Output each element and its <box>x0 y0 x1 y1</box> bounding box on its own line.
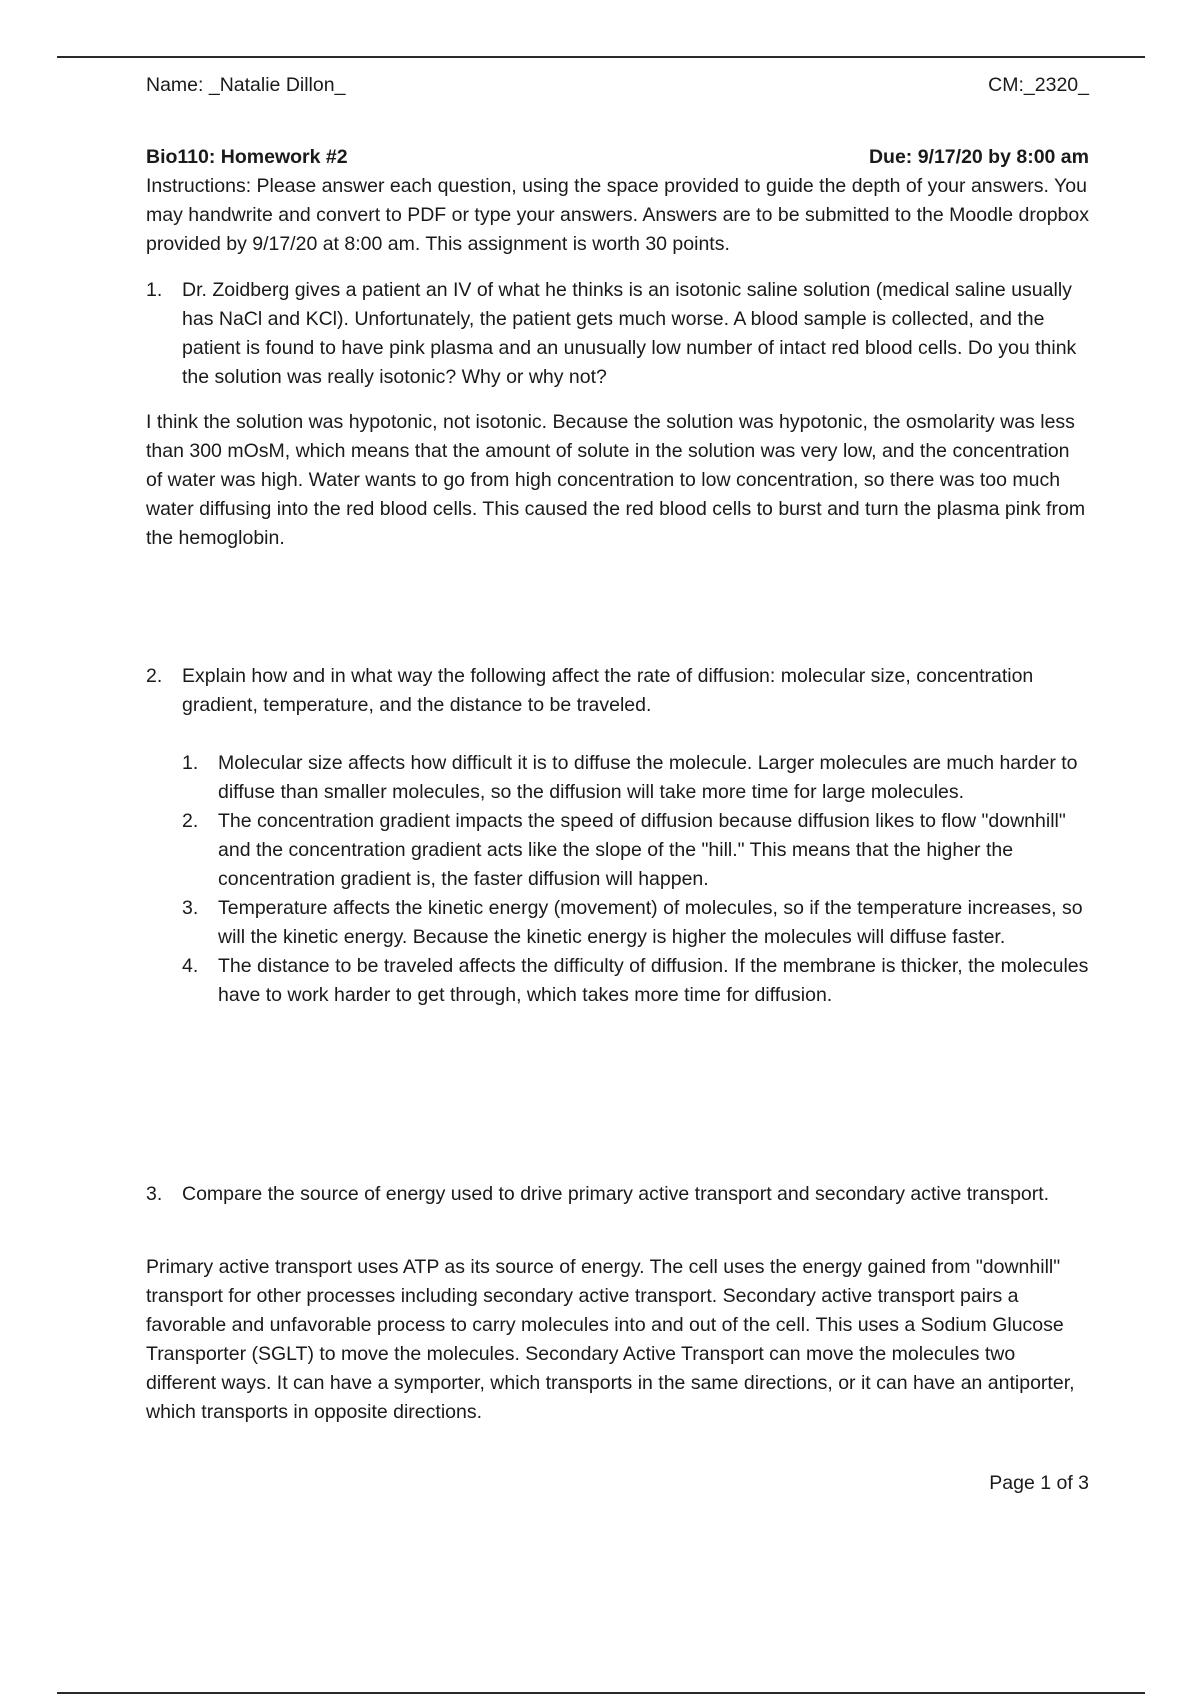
list-item-number: 3. <box>182 897 199 919</box>
student-name: Name: _Natalie Dillon_ <box>146 74 346 96</box>
question-text: Dr. Zoidberg gives a patient an IV of what he thinks is an isotonic saline solution (medical saline usually has NaCl and KCl). Unfortunately, the patient gets much worse. A blood sample is collected, and the patient is found to have pink plasma and an unusually low number of intact red blood cells. Do you think the solution was really isotonic? Why or why not? <box>182 279 1077 388</box>
question-text: Compare the source of energy used to drive primary active transport and secondary active transport. <box>182 1183 1050 1205</box>
question-1 <box>146 276 1089 392</box>
question-number: 1. <box>146 279 163 301</box>
course-title: Bio110: Homework #2 <box>146 146 348 168</box>
due-date: Due: 9/17/20 by 8:00 am <box>868 146 1089 168</box>
page-number: Page 1 of 3 <box>989 1472 1089 1494</box>
answer-1: I think the solution was hypotonic, not isotonic. Because the solution was hypotonic, the osmolarity was less than 300 mOsM, which means that the amount of solute in the solution was very low, and the concentration of water was high. Water wants to go from high concentration to low concentration, so there was too much water diffusing into the red blood cells. This caused the red blood cells to burst and turn the plasma pink from the hemoglobin. <box>146 411 1086 549</box>
top-rule <box>57 56 1145 58</box>
question-text: Explain how and in what way the following affect the rate of diffusion: molecular size, concentration gradient, temperature, and the distance to be traveled. <box>182 665 1034 716</box>
assignment-header-row <box>146 146 1089 169</box>
campus-mailbox: CM:_2320_ <box>988 74 1089 96</box>
list-item-text: Temperature affects the kinetic energy (movement) of molecules, so if the temperature increases, so will the kinetic energy. Because the kinetic energy is higher the molecules will diffuse faster. <box>218 897 1083 948</box>
list-item-number: 1. <box>182 752 199 774</box>
list-item-number: 4. <box>182 955 199 977</box>
list-item <box>182 894 1089 952</box>
answer-2-list <box>146 749 1089 1010</box>
answer-3: Primary active transport uses ATP as its source of energy. The cell uses the energy gained from "downhill" transport for other processes including secondary active transport. Secondary active transport pairs a favorable and unfavorable process to carry molecules into and out of the cell. This uses a Sodium Glucose Transporter (SGLT) to move the molecules. Secondary Active Transport can move the molecules two different ways. It can have a symporter, which transports in the same directions, or it can have an antiporter, which transports in opposite directions. <box>146 1256 1075 1423</box>
list-item <box>182 749 1089 807</box>
list-item <box>182 952 1089 1010</box>
question-number: 2. <box>146 665 163 687</box>
list-item-text: The concentration gradient impacts the speed of diffusion because diffusion likes to flow "downhill" and the concentration gradient acts like the slope of the "hill." This means that the higher the concentration gradient is, the faster diffusion will happen. <box>218 810 1066 890</box>
list-item-number: 2. <box>182 810 199 832</box>
student-info-row <box>146 74 1089 97</box>
list-item-text: The distance to be traveled affects the difficulty of diffusion. If the membrane is thicker, the molecules have to work harder to get through, which takes more time for diffusion. <box>218 955 1089 1006</box>
list-item-text: Molecular size affects how difficult it is to diffuse the molecule. Larger molecules are much harder to diffuse than smaller molecules, so the diffusion will take more time for large molecules. <box>218 752 1078 803</box>
bottom-rule <box>57 1692 1145 1694</box>
question-3 <box>146 1180 1089 1209</box>
instructions: Instructions: Please answer each question, using the space provided to guide the depth of your answers. You may handwrite and convert to PDF or type your answers. Answers are to be submitted to the Moodle dropbox provided by 9/17/20 at 8:00 am. This assignment is worth 30 points. <box>146 175 1089 255</box>
question-number: 3. <box>146 1183 163 1205</box>
list-item <box>182 807 1089 894</box>
question-2 <box>146 662 1089 720</box>
